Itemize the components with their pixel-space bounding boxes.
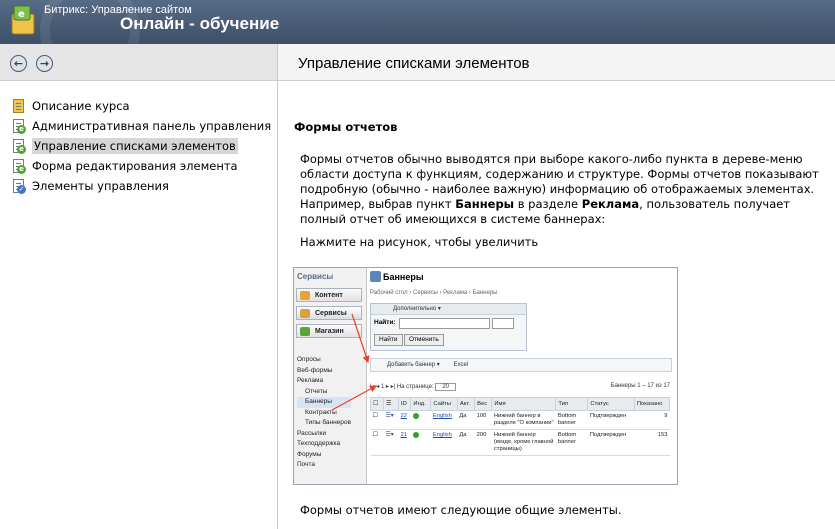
page-check-icon: ✓ — [12, 179, 26, 194]
shot-cell-id: 21 — [399, 430, 411, 456]
shot-annotation-arrows — [294, 268, 677, 484]
shot-tree-item: Форумы — [297, 450, 322, 458]
book-icon — [12, 99, 26, 114]
app-header — [0, 0, 835, 44]
shot-cell-site: English — [431, 411, 457, 430]
shot-tree-item: Почта — [297, 461, 316, 468]
shot-cell-type: Bottom banner — [556, 411, 588, 430]
toc-item-admin-panel[interactable] — [12, 116, 271, 136]
shot-tree-item: Техподдержка — [297, 440, 341, 447]
report-form-screenshot[interactable] — [293, 267, 678, 485]
shot-th-menu: ☰ — [384, 398, 399, 411]
para-bold-advertising: Реклама — [581, 197, 640, 211]
shot-tree-item-selected: Баннеры — [297, 397, 351, 408]
shot-page-size: 20 — [435, 383, 456, 391]
shot-tree-item: Веб-формы — [297, 366, 333, 374]
section-heading: Формы отчетов — [294, 120, 398, 134]
shot-cell-shown: 153 — [634, 430, 669, 456]
nav-strip — [0, 44, 277, 81]
shot-tree-item: Рассылки — [297, 429, 327, 437]
shot-cell-weight: 100 — [475, 411, 492, 430]
svg-text:e: e — [18, 9, 25, 20]
shot-btn-label: Магазин — [315, 328, 344, 335]
shot-th: Инд. — [411, 398, 431, 411]
arrow-left-circle-icon: ← — [13, 57, 24, 70]
sidebar — [0, 44, 278, 529]
description-paragraph — [300, 152, 830, 227]
shot-count: Баннеры 1 – 17 из 17 — [610, 383, 670, 389]
para-text: в разделе — [514, 197, 582, 211]
shot-th: Акт. — [457, 398, 474, 411]
shot-cell-site: English — [431, 430, 457, 456]
shot-arrow-2 — [332, 386, 376, 410]
shot-cancel-button: Отменить — [404, 334, 444, 346]
shot-btn-label: Контент — [315, 292, 343, 299]
toc-item-list-management[interactable] — [12, 136, 271, 156]
header-subtitle: Битрикс: Управление сайтом — [44, 4, 192, 16]
shot-tree-item: Реклама — [297, 377, 324, 384]
toc-item-controls[interactable] — [12, 176, 271, 196]
arrow-right-circle-icon: → — [39, 57, 50, 70]
shot-cell-shown: 9 — [634, 411, 669, 430]
shot-tree-item: Опросы — [297, 356, 321, 363]
shot-page-label: На странице: — [396, 384, 434, 390]
back-button[interactable] — [10, 55, 27, 72]
page-green-icon: e — [12, 119, 26, 134]
bitrix-logo-icon — [10, 2, 38, 36]
para-text: , пользователь получает полный отчет об имеющихся в системе баннерах: — [300, 197, 791, 226]
shot-cell-weight: 200 — [475, 430, 492, 456]
para-text: Формы отчетов обычно выводятся при выборе какого-либо пункта в дереве-меню области доступа к функциям, содержанию и структуре. Формы отчетов показывают подробную (обычно - наиболее важную) информацию об отображаемых элементах. Например, выбрав пункт — [300, 152, 819, 211]
zoom-hint: Нажмите на рисунок, чтобы увеличить — [300, 235, 539, 249]
para-bold-banners: Баннеры — [455, 197, 515, 211]
shot-breadcrumb: Рабочий стол › Сервисы › Реклама › Баннеры — [370, 290, 498, 296]
shot-th: Тип — [556, 398, 588, 411]
toc-item-course-description[interactable] — [12, 96, 271, 116]
header-title: Онлайн - обучение — [120, 14, 280, 33]
shot-th: Имя — [492, 398, 556, 411]
shot-th: Сайты — [431, 398, 457, 411]
shot-cell-status: Подтвержден — [588, 411, 634, 430]
shot-find-button: Найти — [374, 334, 403, 346]
shot-btn-label: Сервисы — [315, 310, 347, 317]
toc-item-label: Форма редактирования элемента — [32, 159, 238, 173]
toc-item-edit-form[interactable] — [12, 156, 271, 176]
shot-tree-item: Типы баннеров — [305, 419, 351, 426]
shot-table-row: ☐ ☰▾ 22 English Да 100 Нижний баннер в разделе "О компании" Bottom banner Подтвержден 9 — [371, 411, 670, 430]
shot-th: Вес — [475, 398, 492, 411]
shot-pager-nav: |◂ ◂ 1 ▸ ▸| — [370, 384, 396, 390]
shot-cell-status: Подтвержден — [588, 430, 634, 456]
shot-cell-id: 22 — [399, 411, 411, 430]
footer-text: Формы отчетов имеют следующие общие элементы. — [300, 503, 622, 517]
shot-filter-bar: Дополнительно ▾ — [371, 304, 526, 315]
shot-add-banner: Добавить баннер ▾ — [387, 362, 440, 368]
shot-cell-name: Нижний баннер в разделе "О компании" — [492, 411, 556, 430]
shot-services-header: Сервисы — [297, 272, 334, 281]
page-green-icon: e — [12, 159, 26, 174]
shot-tree-item: Контракты — [305, 408, 337, 416]
page-title: Управление списками элементов — [298, 55, 530, 72]
shot-excel: Excel — [453, 362, 469, 368]
shot-th: ID — [399, 398, 411, 411]
shot-arrow-1 — [352, 314, 368, 362]
shot-cell-active: Да — [457, 411, 474, 430]
title-bar — [278, 44, 835, 81]
toc-item-label: Административная панель управления — [32, 119, 272, 133]
shot-th: Статус — [588, 398, 634, 411]
shot-th: Показано — [634, 398, 669, 411]
shot-th-check: ☐ — [371, 398, 384, 411]
shot-cell-active: Да — [457, 430, 474, 456]
page-green-icon: e — [12, 139, 26, 154]
course-toc — [12, 96, 271, 196]
toc-item-label: Управление списками элементов — [34, 139, 236, 153]
toc-item-label: Элементы управления — [32, 179, 169, 193]
shot-cell-type: Bottom banner — [556, 430, 588, 456]
toc-item-label: Описание курса — [32, 99, 130, 113]
shot-cell-name: Нижний баннер (везде, кроме главной страницы) — [492, 430, 556, 456]
shot-tree-item: Отчеты — [305, 387, 328, 395]
shot-find-label: Найти: — [374, 319, 396, 326]
shot-table-row: ☐ ☰▾ 21 English Да 200 Нижний баннер (везде, кроме главной страницы) Bottom banner Подтвержден 153 — [371, 430, 670, 456]
shot-title: Баннеры — [383, 272, 424, 282]
forward-button[interactable] — [36, 55, 53, 72]
